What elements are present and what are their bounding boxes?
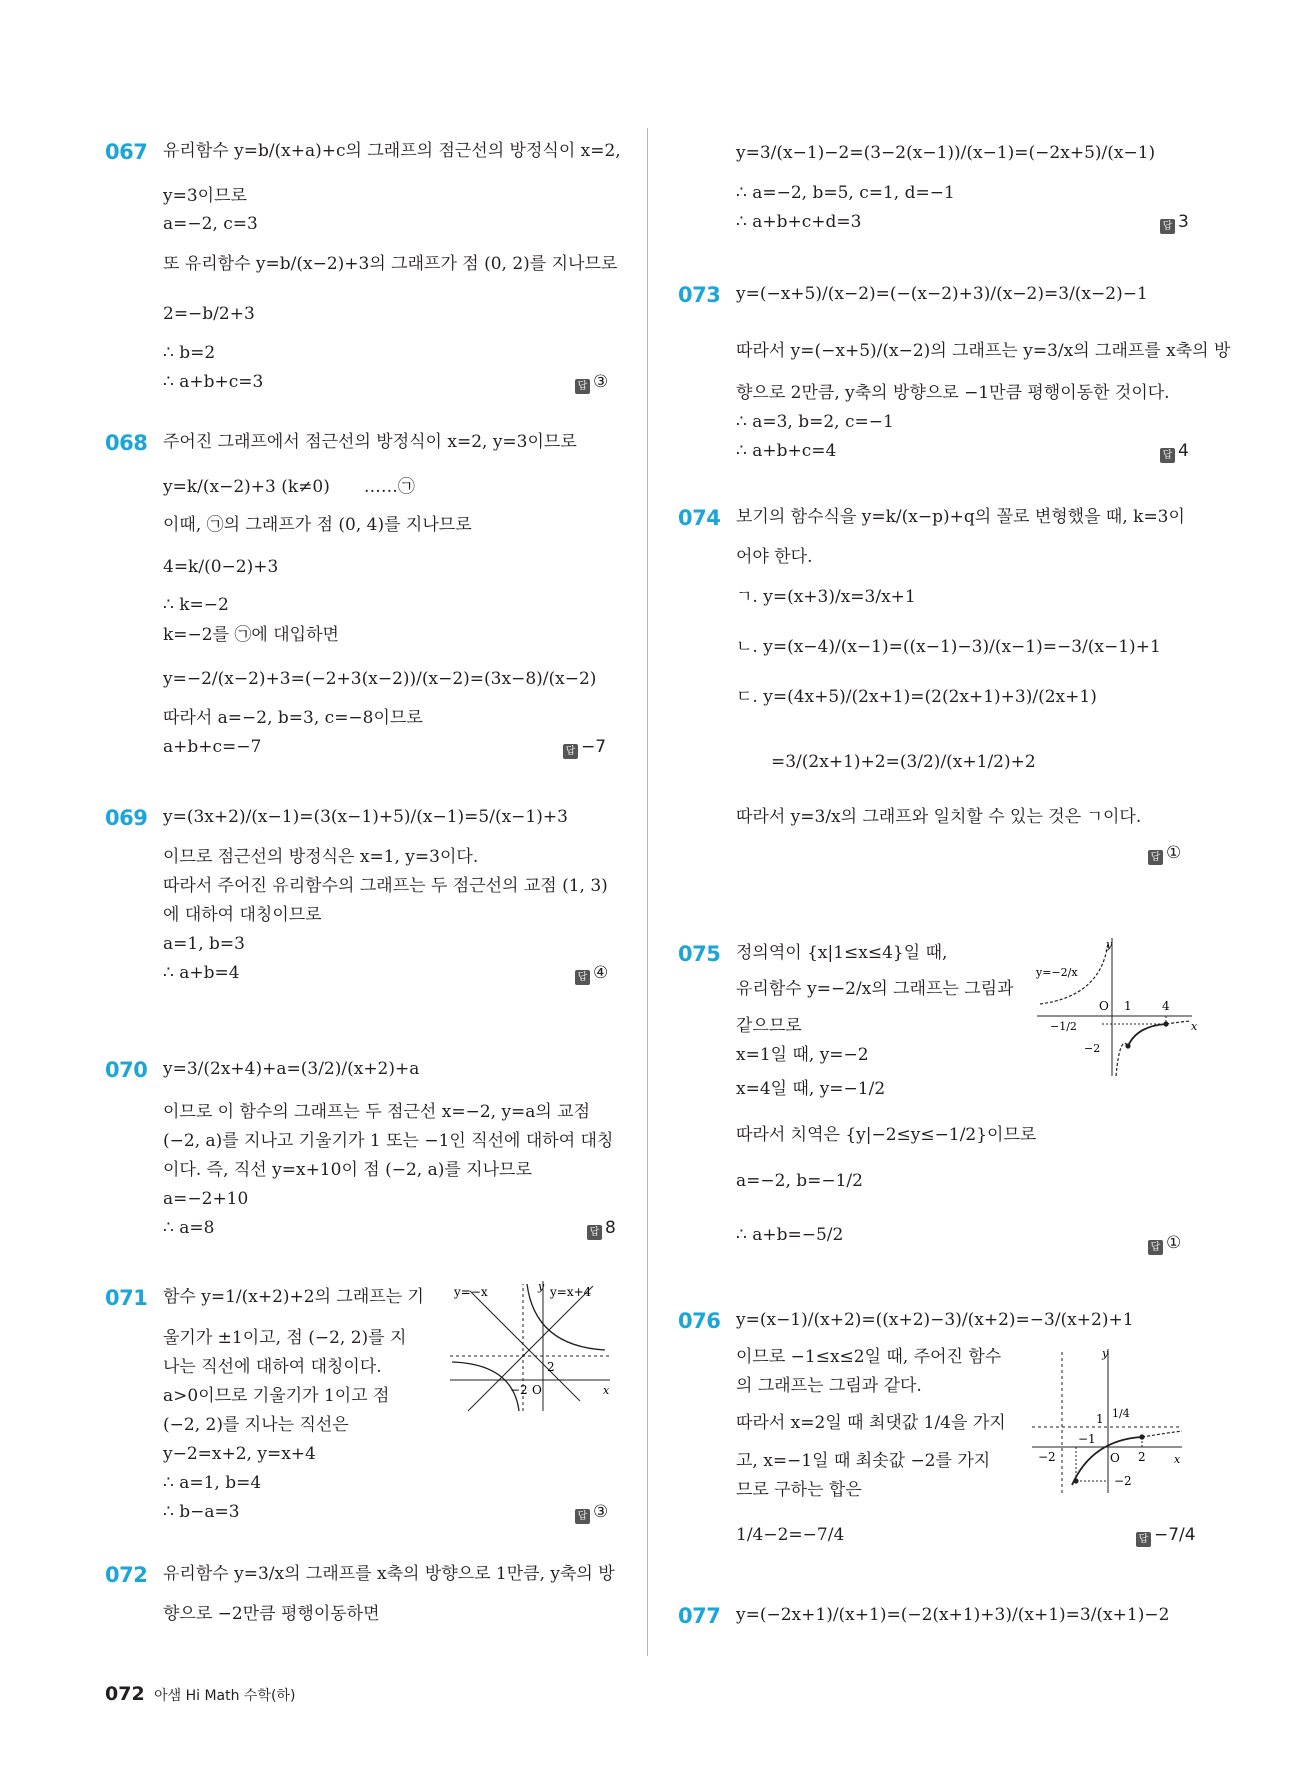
answer-value: ③ (593, 372, 609, 392)
solution-line: a+b+c=−7 (163, 737, 262, 757)
solution-line: ∴ b−a=3 (163, 1502, 240, 1522)
graph-075 (1032, 934, 1202, 1079)
solution-line: (−2, 2)를 지나는 직선은 (163, 1415, 349, 1435)
answer-mark (1136, 1524, 1196, 1547)
label-origin: O (1099, 999, 1109, 1013)
label-x: x (1174, 1453, 1181, 1466)
solution-line: k=−2를 ㉠에 대입하면 (163, 625, 339, 645)
solution-line: y=(−2x+1)/(x+1)=(−2(x+1)+3)/(x+1)=3/(x+1)−2 (736, 1605, 1170, 1625)
solution-line: ∴ a+b+c+d=3 (736, 212, 862, 232)
solution-line: ∴ a+b+c=4 (736, 441, 837, 461)
problem-number: 071 (105, 1286, 148, 1310)
answer-icon: 답 (1148, 850, 1163, 865)
label-ym2: −2 (1114, 1474, 1132, 1488)
solution-line: 향으로 2만큼, y축의 방향으로 −1만큼 평행이동한 것이다. (736, 383, 1170, 403)
answer-value: 3 (1178, 212, 1189, 232)
label-x1: 1 (1124, 999, 1132, 1013)
problem-number: 068 (105, 431, 148, 455)
answer-icon: 답 (563, 744, 578, 759)
solution-line: y=(−x+5)/(x−2)=(−(x−2)+3)/(x−2)=3/(x−2)−1 (736, 284, 1148, 304)
solution-line: 주어진 그래프에서 점근선의 방정식이 x=2, y=3이므로 (163, 432, 577, 452)
solution-line: y=3/(2x+4)+a=(3/2)/(x+2)+a (163, 1059, 420, 1079)
answer-icon: 답 (1160, 448, 1175, 463)
solution-line: y=3/(x−1)−2=(3−2(x−1))/(x−1)=(−2x+5)/(x−1) (736, 143, 1156, 163)
answer-mark (1160, 440, 1189, 463)
label-curve: y=−2/x (1036, 966, 1078, 979)
solution-line: ∴ a=1, b=4 (163, 1473, 262, 1493)
answer-value: 8 (605, 1218, 616, 1238)
solution-line: 이다. 즉, 직선 y=x+10이 점 (−2, a)를 지나므로 (163, 1160, 532, 1180)
label-y: y (1106, 938, 1113, 951)
label-m1: −1 (1078, 1432, 1096, 1446)
answer-mark (563, 736, 606, 759)
label-one: 1 (1096, 1412, 1104, 1426)
solution-line: ㄷ. y=(4x+5)/(2x+1)=(2(2x+1)+3)/(2x+1) (736, 687, 1097, 707)
solution-line: 향으로 −2만큼 평행이동하면 (163, 1604, 380, 1624)
label-y: y (1102, 1347, 1109, 1360)
page-footer (105, 1683, 295, 1705)
solution-line: y−2=x+2, y=x+4 (163, 1444, 316, 1464)
solution-line: x=4일 때, y=−1/2 (736, 1079, 886, 1099)
curve-dashed (1142, 1431, 1182, 1437)
solution-line: y=3이므로 (163, 186, 247, 206)
solution-line: =3/(2x+1)+2=(3/2)/(x+1/2)+2 (771, 752, 1036, 772)
solution-line: a=−2+10 (163, 1189, 249, 1209)
problem-number: 073 (678, 283, 721, 307)
problem-number: 075 (678, 942, 721, 966)
solution-line: 따라서 주어진 유리함수의 그래프는 두 점근선의 교점 (1, 3) (163, 876, 608, 896)
answer-mark (575, 1501, 608, 1524)
answer-value: 4 (1178, 441, 1189, 461)
answer-icon: 답 (575, 1509, 590, 1524)
answer-icon: 답 (575, 379, 590, 394)
problem-number: 067 (105, 140, 148, 164)
answer-value: ④ (593, 963, 609, 983)
problem-number: 074 (678, 506, 721, 530)
solution-line: 이때, ㉠의 그래프가 점 (0, 4)를 지나므로 (163, 515, 472, 535)
label-y-mark: 2 (547, 1360, 555, 1374)
solution-line: 나는 직선에 대하여 대칭이다. (163, 1357, 382, 1377)
answer-icon: 답 (587, 1225, 602, 1240)
label-x: x (1191, 1020, 1198, 1033)
solution-line: 2=−b/2+3 (163, 304, 255, 324)
solution-line: a>0이므로 기울기가 1이고 점 (163, 1386, 390, 1406)
answer-value: −7/4 (1154, 1525, 1196, 1545)
solution-line: ∴ a+b=−5/2 (736, 1225, 844, 1245)
curve-dashed (1116, 1043, 1128, 1076)
solution-line: ∴ a+b+c=3 (163, 372, 264, 392)
point-endpoint (1125, 1043, 1130, 1048)
answer-icon: 답 (1160, 219, 1175, 234)
solution-line: (−2, a)를 지나고 기울기가 1 또는 −1인 직선에 대하여 대칭 (163, 1131, 614, 1151)
solution-line: ∴ a=3, b=2, c=−1 (736, 412, 894, 432)
answer-mark (1148, 842, 1181, 865)
solution-line: y=(x−1)/(x+2)=((x+2)−3)/(x+2)=−3/(x+2)+1 (736, 1310, 1134, 1330)
label-y-half: −1/2 (1050, 1020, 1077, 1033)
solution-line: 보기의 함수식을 y=k/(x−p)+q의 꼴로 변형했을 때, k=3이 (736, 507, 1185, 527)
solution-line: ∴ k=−2 (163, 595, 229, 615)
solution-line: 의 그래프는 그림과 같다. (736, 1376, 922, 1396)
solution-line: 정의역이 {x|1≤x≤4}일 때, (736, 943, 948, 963)
graph-071 (450, 1276, 640, 1416)
label-two: 2 (1138, 1450, 1146, 1464)
solution-line: ∴ a=8 (163, 1218, 215, 1238)
solution-line: 따라서 x=2일 때 최댓값 1/4을 가지 (736, 1413, 1006, 1433)
solution-line: ㄱ. y=(x+3)/x=3/x+1 (736, 587, 916, 607)
solution-line: 따라서 y=(−x+5)/(x−2)의 그래프는 y=3/x의 그래프를 x축의 방 (736, 341, 1231, 361)
answer-mark (575, 962, 608, 985)
curve-domain (1128, 1024, 1166, 1046)
solution-line: 또 유리함수 y=b/(x−2)+3의 그래프가 점 (0, 2)를 지나므로 (163, 254, 618, 274)
solution-line: 이므로 점근선의 방정식은 x=1, y=3이다. (163, 847, 479, 867)
solution-line: a=−2, c=3 (163, 214, 258, 234)
solution-line: y=(3x+2)/(x−1)=(3(x−1)+5)/(x−1)=5/(x−1)+3 (163, 807, 568, 827)
answer-icon: 답 (575, 970, 590, 985)
answer-value: −7 (581, 737, 607, 757)
solution-line: 같으므로 (736, 1016, 802, 1036)
solution-line: 에 대하여 대칭이므로 (163, 905, 322, 925)
problem-number: 070 (105, 1058, 148, 1082)
label-x-mark: −2 (510, 1383, 528, 1397)
answer-mark (1148, 1232, 1181, 1255)
answer-icon: 답 (1148, 1240, 1163, 1255)
solution-line: y=k/(x−2)+3 (k≠0) ……㉠ (163, 477, 415, 497)
solution-line: 유리함수 y=b/(x+a)+c의 그래프의 점근선의 방정식이 x=2, (163, 141, 621, 161)
line-y-x-plus-4 (468, 1286, 593, 1411)
solution-line: ∴ a+b=4 (163, 963, 240, 983)
solution-line: 따라서 치역은 {y|−2≤y≤−1/2}이므로 (736, 1125, 1037, 1145)
solution-line: 따라서 y=3/x의 그래프와 일치할 수 있는 것은 ㄱ이다. (736, 807, 1142, 827)
solution-line: 1/4−2=−7/4 (736, 1525, 845, 1545)
footer-page-number: 072 (105, 1683, 145, 1705)
solution-line: a=−2, b=−1/2 (736, 1171, 863, 1191)
label-y: y (538, 1280, 545, 1293)
label-m2: −2 (1038, 1450, 1056, 1464)
problem-number: 077 (678, 1604, 721, 1628)
problem-number: 072 (105, 1563, 148, 1587)
solution-line: y=−2/(x−2)+3=(−2+3(x−2))/(x−2)=(3x−8)/(x−2) (163, 669, 597, 689)
curve-dashed (1166, 1021, 1190, 1024)
solution-line: x=1일 때, y=−2 (736, 1045, 869, 1065)
problem-number: 076 (678, 1309, 721, 1333)
label-x: x (603, 1384, 610, 1397)
solution-line: 이므로 −1≤x≤2일 때, 주어진 함수 (736, 1347, 1002, 1367)
graph-076 (1032, 1345, 1192, 1495)
problem-number: 069 (105, 806, 148, 830)
label-y-m2: −2 (1084, 1042, 1101, 1055)
column-divider (647, 128, 648, 1656)
solution-line: 유리함수 y=3/x의 그래프를 x축의 방향으로 1만큼, y축의 방 (163, 1564, 615, 1584)
answer-value: ① (1166, 843, 1182, 863)
solution-line: a=1, b=3 (163, 934, 245, 954)
label-x4: 4 (1162, 999, 1170, 1013)
answer-value: ③ (593, 1502, 609, 1522)
solution-line: 유리함수 y=−2/x의 그래프는 그림과 (736, 979, 1014, 999)
solution-line: 이므로 이 함수의 그래프는 두 점근선 x=−2, y=a의 교점 (163, 1102, 591, 1122)
solution-line: ㄴ. y=(x−4)/(x−1)=((x−1)−3)/(x−1)=−3/(x−1)+1 (736, 637, 1161, 657)
label-origin: O (532, 1383, 542, 1397)
solution-line: 므로 구하는 합은 (736, 1480, 862, 1500)
label-line1: y=−x (454, 1285, 488, 1299)
answer-mark (587, 1217, 616, 1240)
solution-line: 4=k/(0−2)+3 (163, 557, 279, 577)
label-line2: y=x+4 (550, 1285, 592, 1299)
solution-line: 울기가 ±1이고, 점 (−2, 2)를 지 (163, 1328, 407, 1348)
solution-line: 고, x=−1일 때 최솟값 −2를 가지 (736, 1451, 991, 1471)
solution-line: 함수 y=1/(x+2)+2의 그래프는 기 (163, 1287, 424, 1307)
solution-line: 따라서 a=−2, b=3, c=−8이므로 (163, 708, 423, 728)
answer-icon: 답 (1136, 1532, 1151, 1547)
answer-mark (1160, 211, 1189, 234)
answer-value: ① (1166, 1233, 1182, 1253)
solution-line: ∴ b=2 (163, 343, 216, 363)
solution-line: 어야 한다. (736, 547, 813, 567)
answer-mark (575, 371, 608, 394)
solution-line: ∴ a=−2, b=5, c=1, d=−1 (736, 183, 955, 203)
footer-book-title: 아샘 Hi Math 수학(하) (154, 1688, 296, 1704)
label-quarter: 1/4 (1112, 1407, 1130, 1420)
label-origin: O (1110, 1451, 1120, 1465)
